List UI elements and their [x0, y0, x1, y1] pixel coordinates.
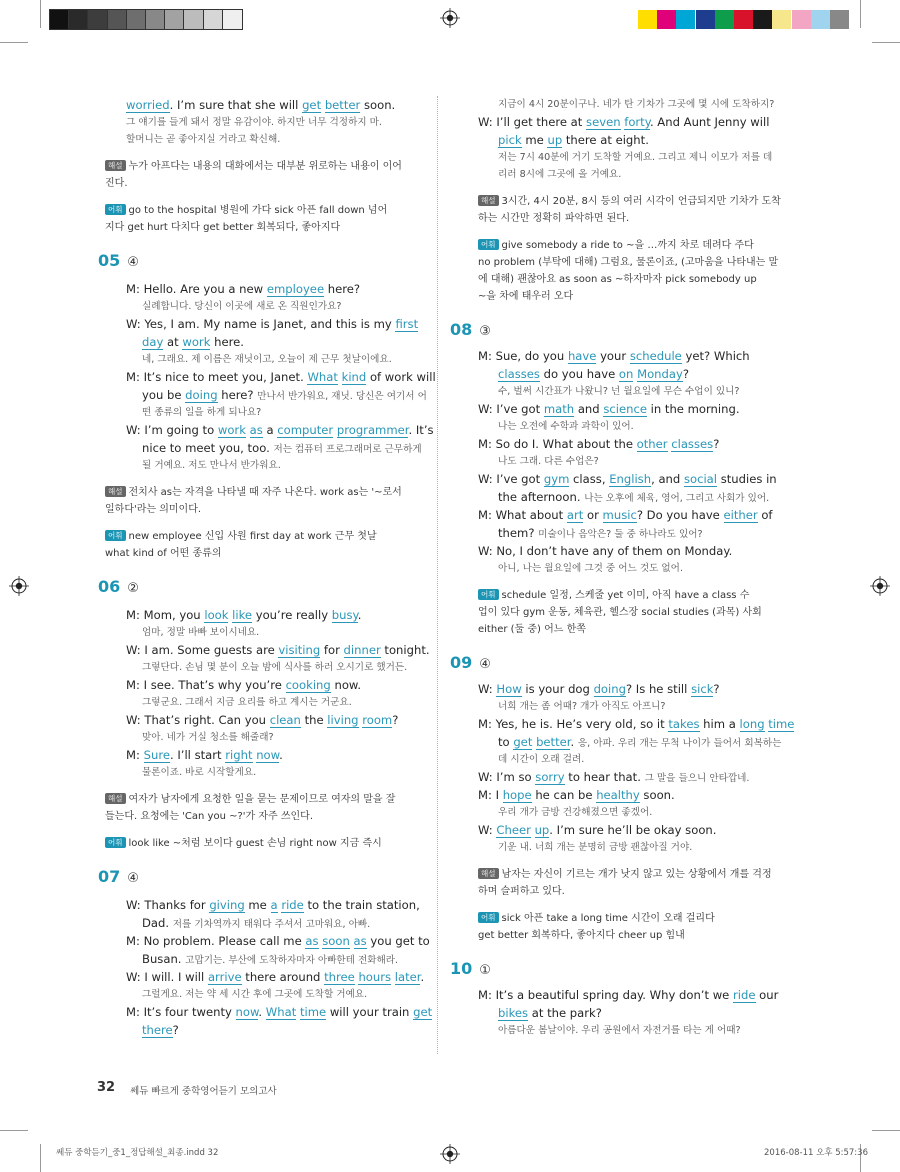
- translation-line: 엄마, 정말 바빠 보이시네요.: [142, 627, 260, 638]
- dialogue-line: the afternoon. 나는 오후에 체육, 영어, 그리고 사회가 있어.: [498, 490, 770, 504]
- vocabulary-line: 어휘 new employee 신입 사원 first day at work 근무 첫날: [105, 528, 426, 545]
- page-number: 32: [97, 1080, 116, 1095]
- color-swatch: [696, 10, 715, 29]
- translation-line: 우리 개가 금방 건강해졌으면 좋겠어.: [498, 807, 653, 818]
- answer-choice: ②: [127, 581, 139, 596]
- dialogue-line: W: I’ve got math and science in the morning.: [478, 402, 740, 416]
- question-number: 07: [98, 867, 121, 886]
- explanation-line: 해설 남자는 자신이 기르는 개가 낫지 않고 있는 상황에서 개를 걱정: [478, 866, 778, 883]
- translation-line: 너희 개는 좀 어때? 개가 아직도 아프니?: [498, 701, 666, 712]
- vocabulary-line: 어휘 sick 아픈 take a long time 시간이 오래 걸리다: [478, 910, 778, 927]
- dialogue-line: M: I hope he can be healthy soon.: [478, 788, 675, 802]
- vocabulary-line: 업이 있다 gym 운동, 체육관, 헬스장 social studies (과목) 사회: [478, 607, 762, 618]
- explanation-badge: 해설: [478, 195, 499, 206]
- dialogue-line: M: So do I. What about the other classes?: [478, 437, 720, 451]
- print-slug-filename: 쎄듀 중학듣기_중1_정답해설_최종.indd 32: [56, 1148, 219, 1158]
- dialogue-line: nice to meet you, too. 저는 컴퓨터 프로그래머로 근무하게: [142, 441, 422, 455]
- gray-swatch: [146, 10, 165, 29]
- explanation-badge: 해설: [105, 160, 126, 171]
- explanation-line: 해설 3시간, 4시 20분, 8시 등의 여러 시각이 언급되지만 기차가 도착: [478, 193, 778, 210]
- translation-line: 그 얘기를 들게 돼서 정말 유감이야. 하지만 너무 걱정하지 마.: [126, 117, 382, 128]
- dialogue-line: W: Cheer up. I’m sure he’ll be okay soon.: [478, 823, 717, 837]
- column-divider: [437, 96, 438, 1054]
- vocabulary-badge: 어휘: [105, 204, 126, 215]
- dialogue-line: W: Yes, I am. My name is Janet, and this is my first: [126, 317, 419, 331]
- question-number: 09: [450, 653, 473, 672]
- color-swatch: [638, 10, 657, 29]
- vocabulary-line: 어휘 give somebody a ride to ~을 …까지 차로 데려다 주다: [478, 237, 778, 254]
- translation-line: 아니, 나는 월요일에 그것 중 어느 것도 없어.: [498, 563, 683, 574]
- translation-line: 아름다운 봄날이야. 우리 공원에서 자전거를 타는 게 어때?: [498, 1025, 741, 1036]
- answer-choice: ④: [479, 657, 491, 672]
- translation-line: 데 시간이 오래 걸려.: [498, 754, 585, 765]
- dialogue-line: M: Sure. I’ll start right now.: [126, 748, 283, 762]
- dialogue-line: W: Thanks for giving me a ride to the train station,: [126, 898, 420, 912]
- vocabulary-line: 지다 get hurt 다치다 get better 회복되다, 좋아지다: [105, 222, 341, 233]
- crop-mark: [860, 0, 861, 28]
- explanation-line: 일하다'라는 의미이다.: [105, 504, 202, 515]
- translation-line: 나도 그래. 다른 수업은?: [498, 456, 599, 467]
- question-header: [450, 315, 778, 345]
- explanation-line: 들는다. 요청에는 'Can you ~?'가 자주 쓰인다.: [105, 811, 314, 822]
- crop-mark: [0, 42, 28, 43]
- dialogue-line: W: I’m so sorry to hear that. 그 말을 들으니 안타깝네.: [478, 770, 750, 784]
- dialogue-line: them? 미술이나 음악은? 둘 중 하나라도 있어?: [498, 526, 703, 540]
- dialogue-line: M: It’s nice to meet you, Janet. What kind of work will: [126, 370, 436, 384]
- registration-mark-icon: [440, 8, 460, 28]
- explanation-line: 해설 전치사 as는 자격을 나타낼 때 자주 나온다. work as는 '~로서: [105, 484, 426, 501]
- dialogue-line: W: I’m going to work as a computer programmer. It’s: [126, 423, 434, 437]
- dialogue-line: W: No, I don’t have any of them on Monday.: [478, 544, 733, 558]
- translation-line: 떤 종류의 일을 하게 되나요?: [142, 407, 262, 418]
- crop-mark: [40, 1144, 41, 1172]
- question-number: 08: [450, 320, 473, 339]
- translation-line: 할머니는 곧 좋아지실 거라고 확신해.: [126, 134, 281, 145]
- explanation-line: 진다.: [105, 178, 128, 189]
- dialogue-line: you be doing here? 만나서 반가워요, 재닛. 당신은 여기서 어: [142, 388, 427, 402]
- explanation-line: 하는 시간만 정확히 파악하면 된다.: [478, 213, 630, 224]
- registration-mark-icon: [440, 1144, 460, 1164]
- translation-line: 실례합니다. 당신이 이곳에 새로 온 직원인가요?: [142, 301, 342, 312]
- color-swatch: [734, 10, 753, 29]
- registration-mark-icon: [9, 576, 29, 596]
- color-swatch: [753, 10, 772, 29]
- answer-choice: ④: [127, 871, 139, 886]
- translation-line: 저는 7시 40분에 거기 도착할 거예요. 그리고 제니 이모가 저를 데: [498, 152, 773, 163]
- dialogue-line: pick me up there at eight.: [498, 133, 649, 147]
- dialogue-line: W: I am. Some guests are visiting for dinner tonight.: [126, 643, 430, 657]
- vocabulary-badge: 어휘: [105, 837, 126, 848]
- dialogue-line: bikes at the park?: [498, 1006, 602, 1020]
- dialogue-line: Busan. 고맙기는. 부산에 도착하자마자 아빠한테 전화해라.: [142, 952, 399, 966]
- question-header: [450, 648, 778, 678]
- translation-line: 그렇단다. 손님 몇 분이 오늘 밤에 식사를 하러 오시기로 했거든.: [142, 662, 408, 673]
- color-swatch: [657, 10, 676, 29]
- crop-mark: [0, 1130, 28, 1131]
- vocabulary-line: 에 대해) 괜찮아요 as soon as ~하자마자 pick somebody up: [478, 274, 757, 285]
- dialogue-line: M: No problem. Please call me as soon as you get to: [126, 934, 430, 948]
- translation-line: 그렇군요. 그래서 지금 요리를 하고 계시는 거군요.: [142, 697, 352, 708]
- gray-swatch: [165, 10, 184, 29]
- dialogue-line: there?: [142, 1023, 179, 1037]
- explanation-badge: 해설: [105, 486, 126, 497]
- vocabulary-badge: 어휘: [478, 239, 499, 250]
- registration-mark-icon: [870, 576, 890, 596]
- gray-swatch: [204, 10, 223, 29]
- dialogue-line: W: How is your dog doing? Is he still sick?: [478, 682, 720, 696]
- vocabulary-badge: 어휘: [105, 530, 126, 541]
- translation-line: 맞아. 네가 거실 청소를 해줄래?: [142, 732, 274, 743]
- translation-line: 리러 8시에 그곳에 올 거예요.: [498, 169, 622, 180]
- dialogue-line: M: It’s four twenty now. What time will your train get: [126, 1005, 433, 1019]
- translation-line: 물론이죠. 바로 시작할게요.: [142, 767, 257, 778]
- translation-line: 지금이 4시 20분이구나. 네가 탄 기차가 그곳에 몇 시에 도착하지?: [498, 99, 775, 110]
- translation-line: 네, 그래요. 제 이름은 재닛이고, 오늘이 제 근무 첫날이에요.: [142, 354, 392, 365]
- dialogue-line: M: It’s a beautiful spring day. Why don’t we ride our: [478, 988, 779, 1002]
- color-swatch: [811, 10, 830, 29]
- explanation-line: 해설 여자가 남자에게 요청한 일을 묻는 문제이므로 여자의 말을 잘: [105, 791, 426, 808]
- color-swatch: [676, 10, 695, 29]
- dialogue-line: M: I see. That’s why you’re cooking now.: [126, 678, 362, 692]
- color-swatch: [830, 10, 849, 29]
- vocabulary-line: no problem (부탁에 대해) 그럼요, 물론이죠, (고마움을 나타내는 말: [478, 257, 779, 268]
- translation-line: 나는 오전에 수학과 과학이 있어.: [498, 421, 634, 432]
- right-column: [450, 96, 795, 1039]
- gray-swatch: [127, 10, 146, 29]
- crop-mark: [40, 0, 41, 28]
- color-swatch: [792, 10, 811, 29]
- question-number: 06: [98, 577, 121, 596]
- translation-line: 그럴게요. 저는 약 세 시간 후에 그곳에 도착할 거예요.: [142, 989, 368, 1000]
- dialogue-line: W: I’ve got gym class, English, and social studies in: [478, 472, 777, 486]
- explanation-line: 하며 슬퍼하고 있다.: [478, 886, 565, 897]
- question-header: [98, 862, 426, 892]
- translation-line: 수, 벌써 시간표가 나왔니? 넌 월요일에 무슨 수업이 있니?: [498, 386, 740, 397]
- crop-mark: [872, 1130, 900, 1131]
- vocabulary-badge: 어휘: [478, 912, 499, 923]
- gray-swatch: [50, 10, 69, 29]
- translation-line: 기운 내. 너희 개는 분명히 금방 괜찮아질 거야.: [498, 842, 693, 853]
- book-title: 쎄듀 빠르게 중학영어듣기 모의고사: [130, 1086, 277, 1097]
- explanation-badge: 해설: [105, 793, 126, 804]
- question-header: [450, 954, 778, 984]
- explanation-line: 해설 누가 아프다는 내용의 대화에서는 대부분 위로하는 내용이 이어: [105, 158, 426, 175]
- dialogue-line: worried. I’m sure that she will get better soon.: [126, 98, 396, 112]
- vocabulary-line: 어휘 schedule 일정, 스케줄 yet 이미, 아직 have a class 수: [478, 587, 778, 604]
- dialogue-line: M: Sue, do you have your schedule yet? Which: [478, 349, 750, 363]
- dialogue-line: W: That’s right. Can you clean the living room?: [126, 713, 399, 727]
- dialogue-line: M: What about art or music? Do you have either of: [478, 508, 773, 522]
- vocabulary-badge: 어휘: [478, 589, 499, 600]
- vocabulary-line: what kind of 어떤 종류의: [105, 548, 222, 559]
- gray-swatch: [69, 10, 88, 29]
- translation-line: 될 거예요. 저도 만나서 반가워요.: [142, 460, 281, 471]
- crop-mark: [872, 42, 900, 43]
- gray-swatch: [108, 10, 127, 29]
- gray-swatch: [184, 10, 203, 29]
- gray-swatch: [88, 10, 107, 29]
- dialogue-line: to get better. 응, 아파. 우리 개는 무척 나이가 들어서 회복하는: [498, 735, 782, 749]
- dialogue-line: M: Yes, he is. He’s very old, so it takes him a long time: [478, 717, 795, 731]
- vocabulary-line: either (둘 중) 어느 한쪽: [478, 624, 586, 635]
- dialogue-line: day at work here.: [142, 335, 244, 349]
- dialogue-line: classes do you have on Monday?: [498, 367, 689, 381]
- question-header: [98, 246, 426, 276]
- dialogue-line: W: I will. I will arrive there around three hours later.: [126, 970, 425, 984]
- answer-choice: ④: [127, 255, 139, 270]
- vocabulary-line: ~을 차에 태우러 오다: [478, 291, 574, 302]
- print-slug-date: 2016-08-11 오후 5:57:36: [764, 1148, 868, 1158]
- question-number: 10: [450, 959, 473, 978]
- question-number: 05: [98, 251, 121, 270]
- vocabulary-line: 어휘 go to the hospital 병원에 가다 sick 아픈 fall down 넘어: [105, 202, 426, 219]
- gray-swatch: [223, 10, 242, 29]
- dialogue-line: M: Hello. Are you a new employee here?: [126, 282, 361, 296]
- dialogue-line: M: Mom, you look like you’re really busy.: [126, 608, 362, 622]
- explanation-badge: 해설: [478, 868, 499, 879]
- question-header: [98, 572, 426, 602]
- answer-choice: ①: [479, 963, 491, 978]
- dialogue-line: W: I’ll get there at seven forty. And Aunt Jenny will: [478, 115, 770, 129]
- color-swatch: [715, 10, 734, 29]
- vocabulary-line: get better 회복하다, 좋아지다 cheer up 힘내: [478, 930, 685, 941]
- left-column: [98, 96, 436, 1039]
- answer-choice: ③: [479, 324, 491, 339]
- color-swatch: [772, 10, 791, 29]
- vocabulary-line: 어휘 look like ~처럼 보이다 guest 손님 right now 지금 즉시: [105, 835, 426, 852]
- dialogue-line: Dad. 저를 기차역까지 태워다 주셔서 고마워요, 아빠.: [142, 916, 371, 930]
